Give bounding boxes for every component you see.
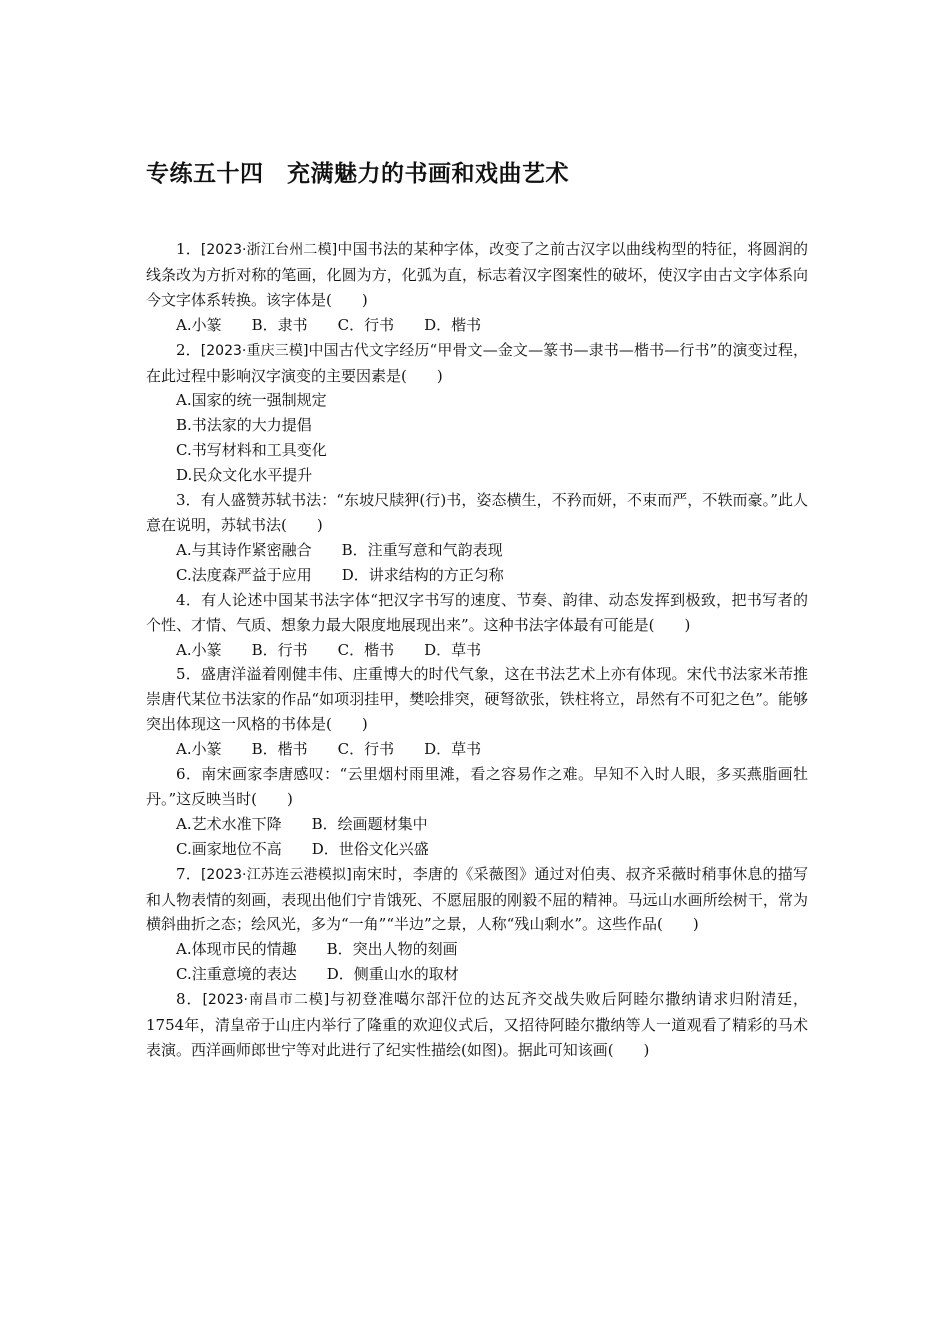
question-stem [146,762,808,812]
question-7 [146,862,808,988]
option-line: D.民众文化水平提升 [176,466,313,485]
question-stem [146,662,808,737]
question-source: [2023·江苏连云港模拟] [200,866,352,883]
question-text: 有人盛赞苏轼书法：“东坡尺牍狎(行)书，姿态横生，不矜而妍，不束而严，不轶而豪。”此人意在说明，苏轼书法( ) [146,491,809,534]
question-number: 3． [176,491,201,510]
question-number: 5． [176,665,201,684]
question-6 [146,762,808,862]
question-text: 中国古代文字经历“甲骨文—金文—篆书—隶书—楷书—行书”的演变过程，在此过程中影响汉字演变的主要因素是( ) [146,340,808,385]
option-line: B.书法家的大力提倡 [176,416,312,435]
option-line: C.法度森严益于应用 D．讲求结构的方正匀称 [176,565,504,584]
question-3 [146,488,808,588]
question-stem [146,488,808,538]
question-text: 中国书法的某种字体，改变了之前古汉字以曲线构型的特征，将圆润的线条改为方折对称的笔画，化圆为方，化弧为直，标志着汉字图案性的破坏，使汉字由古文字体系向今文字体系转换。该字体是( ) [146,240,808,309]
question-stem [146,987,808,1063]
option-line: A.小篆 B．楷书 C．行书 D．草书 [176,740,482,759]
option-line: C.书写材料和工具变化 [176,441,327,460]
question-2 [146,338,808,488]
question-number: 7． [176,864,201,883]
question-source: [2023·南昌市二模] [202,992,330,1009]
question-stem [146,237,808,313]
question-list [146,237,808,1063]
question-number: 4． [176,590,202,609]
question-number: 1． [176,240,201,258]
question-stem [146,862,808,938]
option-line: C.注重意境的表达 D．侧重山水的取材 [176,965,459,984]
question-text: 盛唐洋溢着刚健丰伟、庄重博大的时代气象，这在书法艺术上亦有体现。宋代书法家米芾推崇唐代某位书法家的作品“如项羽挂甲，樊哙排突，硬弩欲张，铁柱将立，昂然有不可犯之色”。能够突出体现这一风格的书体是( ) [146,665,809,734]
option-line: A.体现市民的情趣 B．突出人物的刻画 [176,940,458,959]
question-5 [146,662,808,762]
question-8 [146,987,808,1063]
option-line: A.与其诗作紧密融合 B．注重写意和气韵表现 [176,540,503,559]
question-number: 2． [176,340,201,359]
question-text: 有人论述中国某书法字体“把汉字书写的速度、节奏、韵律、动态发挥到极致，把书写者的个性、才情、气质、想象力最大限度地展现出来”。这种书法字体最有可能是( ) [146,590,808,634]
question-stem [146,588,808,638]
option-line: C.画家地位不高 D．世俗文化兴盛 [176,839,429,858]
question-text: 南宋时，李唐的《采薇图》通过对伯夷、叔齐采薇时稍事休息的描写和人物表情的刻画，表现出他们宁肯饿死、不愿屈服的刚毅不屈的精神。马远山水画所绘树干，常为横斜曲折之态；绘风光，多为“一角”“半边”之景，人称“残山剩水”。这些作品( ) [146,864,808,934]
option-line: A.小篆 B．隶书 C．行书 D．楷书 [176,315,482,334]
question-stem [146,338,808,389]
question-source: [2023·重庆三模] [200,342,309,359]
question-1 [146,237,808,338]
question-text: 南宋画家李唐感叹：“云里烟村雨里滩，看之容易作之难。早知不入时人眼，多买燕脂画牡丹。”这反映当时( ) [146,765,808,808]
option-line: A.国家的统一强制规定 [176,391,327,410]
question-text: 与初登准噶尔部汗位的达瓦齐交战失败后阿睦尔撒纳请求归附清廷，1754年，清皇帝于山庄内举行了隆重的欢迎仪式后，又招待阿睦尔撒纳等人一道观看了精彩的马术表演。西洋画师郎世宁等对此进行了纪实性描绘(如图)。据此可知该画( ) [146,990,808,1059]
option-line: A.小篆 B．行书 C．楷书 D．草书 [176,640,482,659]
question-4 [146,588,808,663]
question-number: 6． [176,765,202,784]
page-title: 专练五十四 充满魅力的书画和戏曲艺术 [146,161,569,187]
question-source: [2023·浙江台州二模] [200,242,338,258]
question-number: 8． [176,990,203,1009]
option-line: A.艺术水准下降 B．绘画题材集中 [176,814,428,833]
